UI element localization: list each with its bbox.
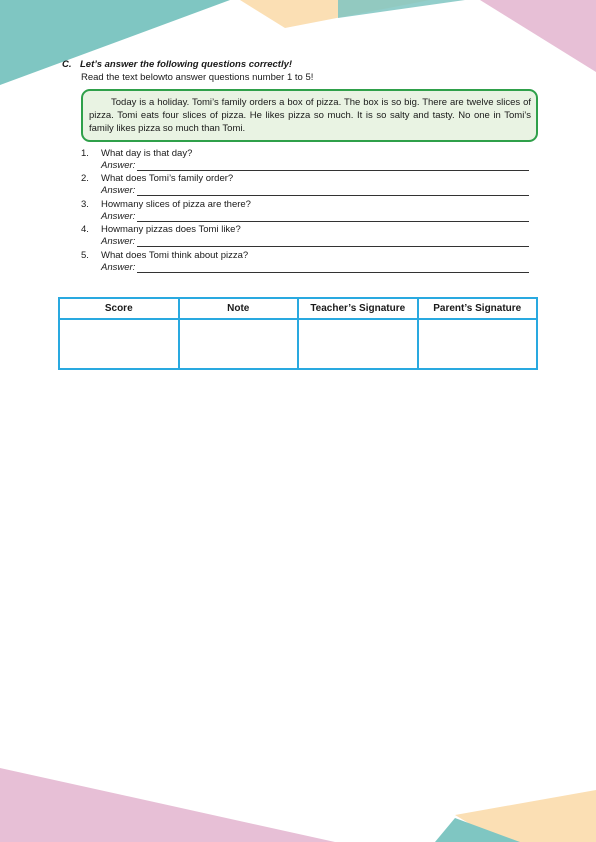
question-number: 5.	[81, 249, 89, 261]
answer-line[interactable]	[137, 263, 529, 273]
answer-label: Answer:	[101, 160, 136, 171]
question-text: What does Tomi think about pizza?	[101, 249, 249, 261]
section-heading	[62, 59, 292, 70]
answer-label: Answer:	[101, 261, 136, 273]
answer-line[interactable]	[137, 186, 529, 196]
teacher-signature-header: Teacher’s Signature	[298, 298, 418, 319]
question-text: What day is that day?	[101, 148, 193, 159]
question-item	[81, 148, 531, 173]
bottom-left-pink-shape	[0, 768, 335, 842]
passage-text: Today is a holiday. Tomi’s family orders a box of pizza. The box is so big. There are twelve slices of pizza. Tomi eats four slices of pizza. He likes pizza so much. It is so salty and tasty. No one in Tomi’s family likes pizza so much than Tomi.	[89, 97, 531, 134]
top-teal-strip	[338, 0, 465, 18]
answer-line[interactable]	[137, 161, 529, 171]
parent-signature-header: Parent’s Signature	[418, 298, 538, 319]
score-header: Score	[59, 298, 179, 319]
answer-line[interactable]	[137, 237, 529, 247]
question-number: 4.	[81, 224, 89, 236]
answer-row	[101, 236, 529, 247]
section-title: Let’s answer the following questions correctly!	[80, 59, 293, 70]
parent-signature-cell[interactable]	[418, 319, 538, 369]
answer-line[interactable]	[137, 212, 529, 222]
note-cell[interactable]	[179, 319, 299, 369]
answer-row	[101, 185, 529, 196]
answer-row	[101, 211, 529, 222]
question-list	[81, 148, 531, 275]
answer-label: Answer:	[101, 210, 136, 222]
question-text: Howmany slices of pizza are there?	[101, 198, 251, 210]
answer-label: Answer:	[101, 185, 136, 197]
instruction-text: Read the text belowto answer questions number 1 to 5!	[81, 72, 314, 83]
answer-row	[101, 262, 529, 273]
reading-passage-box	[81, 89, 538, 142]
question-text: Howmany pizzas does Tomi like?	[101, 224, 241, 236]
note-header: Note	[179, 298, 299, 319]
question-item	[81, 173, 531, 198]
teacher-signature-cell[interactable]	[298, 319, 418, 369]
top-right-pink-shape	[480, 0, 596, 72]
question-number: 3.	[81, 198, 89, 210]
question-number: 2.	[81, 173, 89, 185]
question-item	[81, 250, 531, 275]
question-text: What does Tomi’s family order?	[101, 173, 234, 185]
assessment-table	[58, 297, 538, 370]
question-number: 1.	[81, 148, 89, 159]
section-letter: C.	[62, 59, 72, 70]
answer-label: Answer:	[101, 236, 136, 248]
question-item	[81, 199, 531, 224]
question-item	[81, 224, 531, 249]
assessment-entry-row	[59, 319, 537, 369]
assessment-header-row	[59, 298, 537, 319]
score-cell[interactable]	[59, 319, 179, 369]
answer-row	[101, 160, 529, 171]
